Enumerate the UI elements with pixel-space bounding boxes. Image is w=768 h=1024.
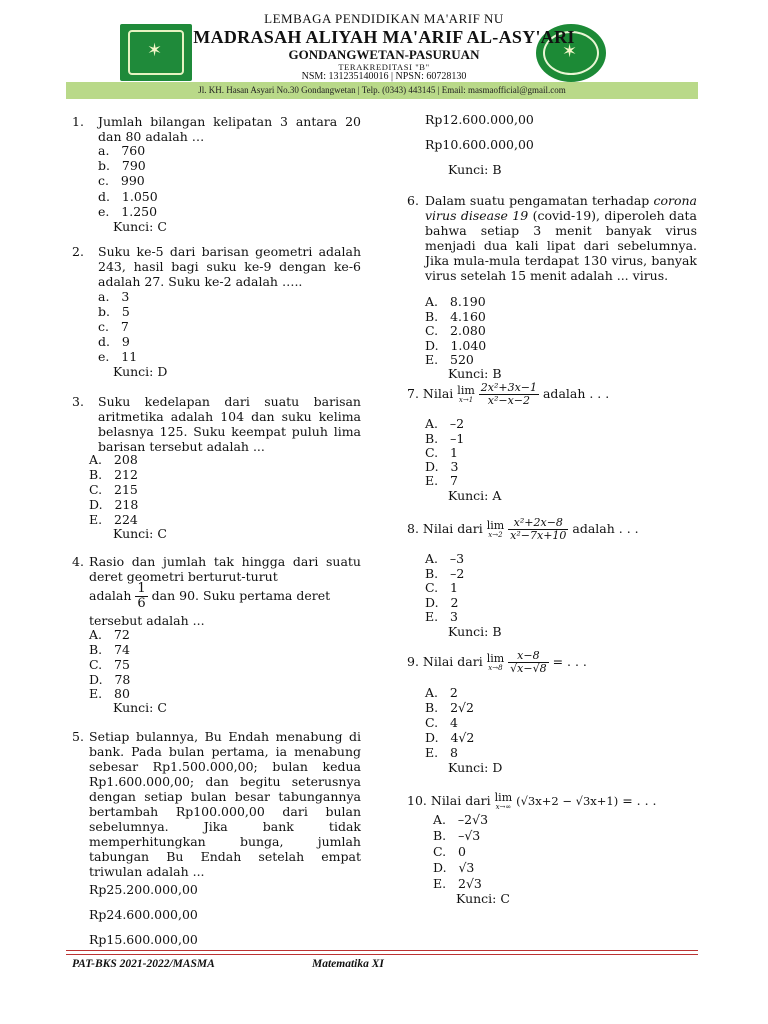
fraction-denominator: √x−√8 [510, 662, 547, 675]
option: C. 1 [425, 445, 458, 460]
limit-label: lim [486, 519, 505, 532]
header-accreditation: TERAKREDITASI "B" [338, 62, 430, 72]
footer-subject: Matematika XI [312, 958, 384, 970]
question-4-text-end: tersebut adalah ... [89, 613, 205, 628]
star-icon: ✶ [562, 41, 578, 62]
option: D. √3 [433, 860, 475, 875]
answer-key: Kunci: C [113, 700, 167, 715]
option: B. –1 [425, 431, 465, 446]
option: A. –2√3 [433, 812, 489, 827]
option: C. 4 [425, 715, 458, 730]
question-number: 3. [72, 394, 84, 409]
option: B. –2 [425, 566, 465, 581]
option: Rp12.600.000,00 [425, 112, 534, 127]
limit-expression: (√3x+2 − √3x+1) [516, 794, 619, 808]
answer-key: Kunci: A [448, 488, 502, 503]
option: D. 1.040 [425, 338, 487, 353]
option: C. 0 [433, 844, 466, 859]
header-address-band: Jl. KH. Hasan Asyari No.30 Gondangwetan | Telp. (0343) 443145 | Email: masmaofficial@gmail.com [66, 82, 698, 99]
option: A. 2 [425, 685, 458, 700]
answer-key: Kunci: C [456, 891, 510, 906]
answer-key: Kunci: C [113, 219, 167, 234]
option: a. 3 [98, 289, 130, 304]
option: d. 1.050 [98, 189, 158, 204]
option: E. 3 [425, 609, 458, 624]
answer-key: Kunci: B [448, 624, 502, 639]
question-10-lead: Nilai dari [430, 793, 491, 808]
limit-subscript: x→2 [488, 531, 503, 539]
option: E. 520 [425, 352, 474, 367]
option: C. 2.080 [425, 323, 486, 338]
option: a. 760 [98, 143, 146, 158]
answer-key: Kunci: D [113, 364, 168, 379]
option: d. 9 [98, 334, 130, 349]
fraction [508, 650, 548, 675]
question-7-lead: Nilai [422, 386, 454, 401]
option: c. 7 [98, 319, 129, 334]
limit-operator [495, 792, 512, 811]
question-number: 2. [72, 244, 84, 259]
question-4-text-post: dan 90. Suku pertama deret [151, 588, 331, 603]
option: B. 74 [89, 642, 130, 657]
limit-subscript: x→8 [488, 664, 503, 672]
option: E. 80 [89, 686, 130, 701]
option: D. 4√2 [425, 730, 475, 745]
option: E. 8 [425, 745, 458, 760]
fraction-denominator: x²−7x+10 [510, 529, 567, 542]
question-4-text: Rasio dan jumlah tak hingga dari suatu deret geometri berturut-turut [89, 554, 361, 584]
fraction-numerator: 1 [137, 581, 146, 596]
fraction-numerator: 2x²+3x−1 [480, 381, 537, 394]
option: e. 1.250 [98, 204, 158, 219]
question-4-text-pre: adalah [89, 588, 132, 603]
question-8-lead: Nilai dari [422, 521, 483, 536]
option: A. 208 [89, 452, 138, 467]
question-5-text: Setiap bulannya, Bu Endah menabung di bank. Pada bulan pertama, ia menabung sebesar Rp1.500.000,00; bulan kedua Rp1.600.000,00; dan begitu seterusnya dengan setiap bulan besar tabungannya bertambah Rp100.000,00 dari bulan sebelumnya. Jika bank tidak memperhitungkan bunga, jumlah tabungan Bu Endah setelah empat triwulan adalah ... [89, 729, 361, 879]
question-number: 7. [407, 386, 419, 401]
answer-key: Kunci: C [113, 526, 167, 541]
answer-key: Kunci: B [448, 366, 502, 381]
question-9-line [407, 650, 587, 675]
question-8-tail: adalah . . . [572, 521, 639, 536]
option: E. 224 [89, 512, 138, 527]
question-7-tail: adalah . . . [542, 386, 610, 401]
option: e. 11 [98, 349, 138, 364]
option: D. 78 [89, 672, 131, 687]
option: E. 7 [425, 473, 458, 488]
question-number: 10. [407, 793, 427, 808]
fraction [479, 382, 539, 407]
question-8-line [407, 517, 639, 542]
question-7-line [407, 382, 609, 407]
fraction-numerator: x−8 [508, 650, 548, 663]
question-number: 1. [72, 114, 84, 129]
question-6-text-pre: Dalam suatu pengamatan terhadap [425, 193, 650, 208]
option: B. 4.160 [425, 309, 486, 324]
question-10-line [407, 792, 657, 811]
fraction-denominator: 6 [137, 596, 146, 611]
option: B. 2√2 [425, 700, 474, 715]
option: D. 2 [425, 595, 459, 610]
option: A. –3 [425, 551, 465, 566]
answer-key: Kunci: D [448, 760, 503, 775]
option: A. 72 [89, 627, 130, 642]
header-institution: LEMBAGA PENDIDIKAN MA'ARIF NU [264, 11, 504, 26]
header-school-name: MADRASAH ALIYAH MA'ARIF AL-ASY'ARI [193, 27, 575, 47]
option: Rp25.200.000,00 [89, 882, 198, 897]
option: C. 1 [425, 580, 458, 595]
header-ids: NSM: 131235140016 | NPSN: 60728130 [301, 71, 467, 82]
question-number: 6. [407, 193, 419, 208]
question-number: 8. [407, 521, 419, 536]
fraction-denominator: x²−x−2 [487, 394, 530, 407]
limit-subscript: x→∞ [495, 803, 512, 811]
question-6-text-italic: corona virus disease 19 [425, 193, 697, 223]
question-number: 4. [72, 554, 84, 569]
limit-operator [457, 385, 474, 404]
limit-label: lim [486, 652, 505, 665]
option: D. 218 [89, 497, 139, 512]
question-4-text-line [89, 582, 361, 611]
option: B. –√3 [433, 828, 481, 843]
question-2-text: Suku ke-5 dari barisan geometri adalah 243, hasil bagi suku ke-9 dengan ke-6 adalah 27. Suku ke-2 adalah ….. [98, 244, 361, 289]
fraction [508, 517, 568, 542]
star-icon: ✶ [147, 40, 163, 61]
option: C. 215 [89, 482, 138, 497]
question-6-text-post: (covid-19), diperoleh data bahwa setiap 3 menit banyak virus menjadi dua kali lipat dari sebelumnya. Jika mula-mula terdapat 130 virus, banyak virus setelah 15 menit adalah ... virus. [425, 208, 697, 283]
option: Rp10.600.000,00 [425, 137, 534, 152]
option: Rp15.600.000,00 [89, 932, 198, 947]
answer-key: Kunci: B [448, 162, 502, 177]
option: E. 2√3 [433, 876, 482, 891]
header-location: GONDANGWETAN-PASURUAN [288, 47, 480, 62]
option: Rp24.600.000,00 [89, 907, 198, 922]
limit-operator [487, 653, 504, 672]
option: A. 8.190 [425, 294, 486, 309]
option: A. –2 [425, 416, 465, 431]
question-6-text [425, 193, 697, 283]
fraction-numerator: x²+2x−8 [508, 517, 568, 530]
limit-label: lim [457, 384, 475, 397]
option: c. 990 [98, 173, 145, 188]
question-9-lead: Nilai dari [422, 654, 483, 669]
footer-divider [66, 950, 698, 955]
question-number: 5. [72, 729, 84, 744]
option: C. 75 [89, 657, 130, 672]
question-3-text: Suku kedelapan dari suatu barisan aritmetika adalah 104 dan suku kelima belasnya 125. Suku keempat puluh lima barisan tersebut adalah ... [98, 394, 361, 454]
question-9-tail: = . . . [552, 654, 587, 669]
limit-subscript: x→1 [458, 396, 474, 404]
question-1-text: Jumlah bilangan kelipatan 3 antara 20 dan 80 adalah … [98, 114, 361, 144]
option: B. 212 [89, 467, 138, 482]
limit-label: lim [494, 791, 513, 804]
footer-exam-code: PAT-BKS 2021-2022/MASMA [72, 958, 215, 970]
limit-operator [487, 520, 504, 539]
option: b. 5 [98, 304, 130, 319]
question-10-tail: = . . . [622, 793, 657, 808]
option: D. 3 [425, 459, 459, 474]
option: b. 790 [98, 158, 146, 173]
question-number: 9. [407, 654, 419, 669]
fraction [135, 582, 147, 611]
